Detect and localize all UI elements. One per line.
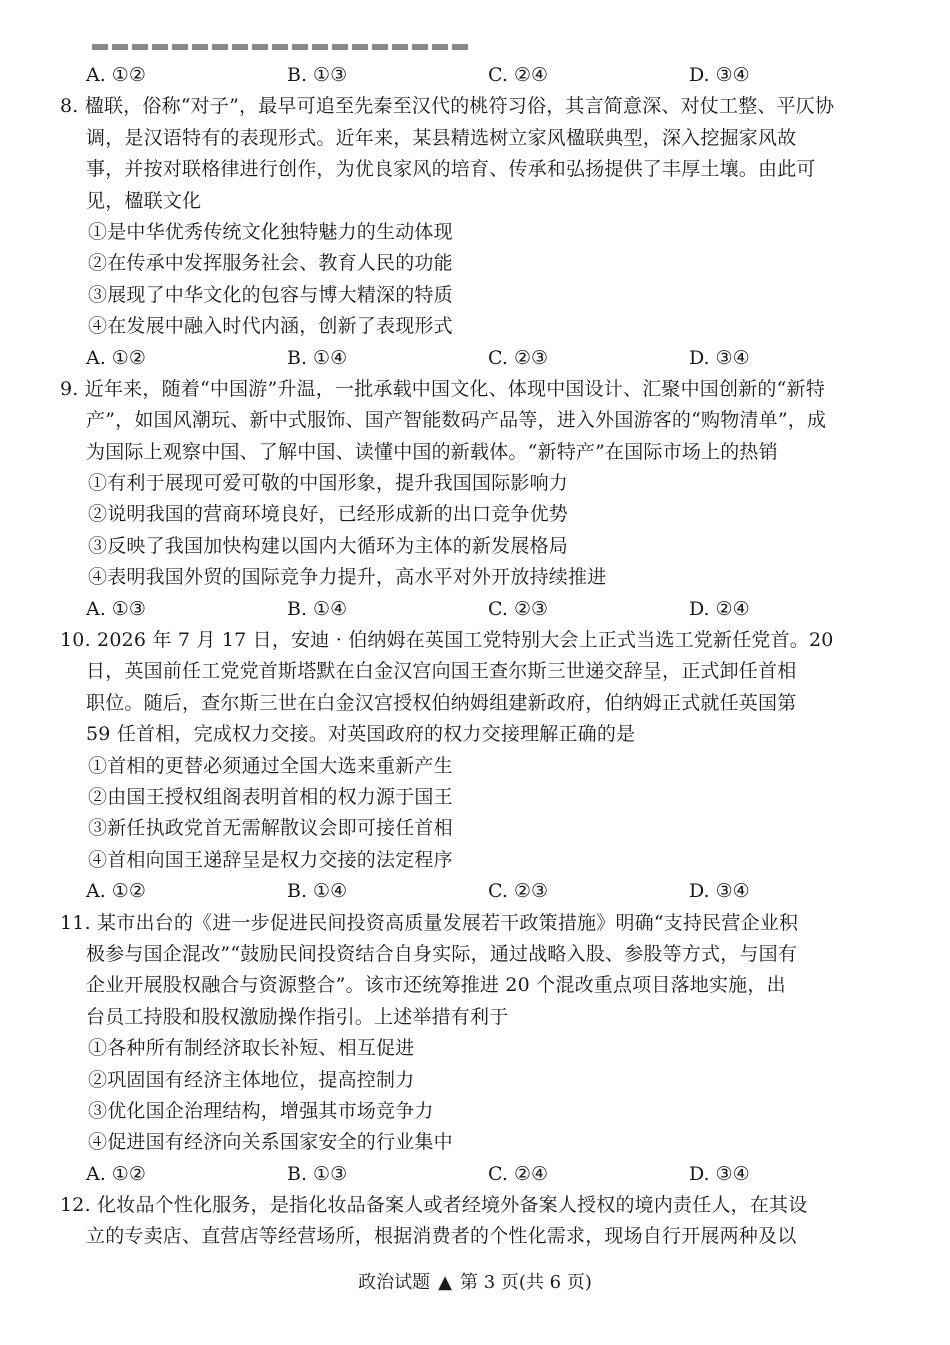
- q8-stem-line: 8. 楹联，俗称“对子”，最早可追至先秦至汉代的桃符习俗，其言简意深、对仗工整、平仄协: [60, 95, 835, 118]
- q11-option: ④促进国有经济向关系国家安全的行业集中: [88, 1131, 453, 1154]
- q10-stem-line: 职位。随后，查尔斯三世在白金汉宫授权伯纳姆组建新政府，伯纳姆正式就任英国第: [86, 691, 797, 714]
- page-footer: [0, 1268, 950, 1294]
- q10-choice-c: C. ②③: [488, 880, 549, 903]
- q8-choice-c: C. ②③: [488, 346, 549, 369]
- q7-choice-b: B. ①③: [287, 64, 348, 86]
- q9-choices: [86, 594, 890, 625]
- q9-stem-line: 产”，如国风潮玩、新中式服饰、国产智能数码产品等，进入外国游客的“购物清单”，成: [86, 409, 827, 432]
- footer-page-number: 第 3 页(共 6 页): [460, 1272, 592, 1293]
- q7-choice-d: D. ③④: [689, 64, 750, 86]
- question-10: [60, 625, 890, 908]
- footer-subject: 政治试题: [358, 1272, 431, 1293]
- question-8: [60, 91, 890, 374]
- q8-option: ③展现了中华文化的包容与博大精深的特质: [88, 283, 453, 306]
- q10-option: ①首相的更替必须通过全国大选来重新产生: [88, 754, 453, 777]
- q10-option: ②由国王授权组阁表明首相的权力源于国王: [88, 785, 453, 808]
- q10-stem-line: 日，英国前任工党党首斯塔默在白金汉宫向国王查尔斯三世递交辞呈，正式卸任首相: [86, 660, 797, 683]
- q11-stem-line: 台员工持股和股权激励操作指引。上述举措有利于: [86, 1005, 509, 1028]
- q9-option: ①有利于展现可爱可敬的中国形象，提升我国国际影响力: [88, 472, 569, 495]
- q11-option: ②巩固国有经济主体地位，提高控制力: [88, 1068, 415, 1091]
- q9-stem-line: 为国际上观察中国、了解中国、读懂中国的新载体。“新特产”在国际市场上的热销: [86, 440, 778, 463]
- q8-option: ②在传承中发挥服务社会、教育人民的功能: [88, 252, 453, 275]
- q10-choices: [86, 876, 890, 907]
- q11-choice-a: A. ①②: [86, 1162, 146, 1185]
- q7-choices: [86, 60, 890, 91]
- q7-choice-c: C. ②④: [488, 64, 549, 86]
- q9-choice-a: A. ①③: [86, 597, 146, 620]
- q10-choice-b: B. ①④: [287, 880, 348, 903]
- q8-stem-line: 事，并按对联格律进行创作，为优良家风的培育、传承和弘扬提供了丰厚土壤。由此可: [86, 158, 816, 181]
- q8-choice-d: D. ③④: [689, 346, 750, 369]
- q12-stem-line: 立的专卖店、直营店等经营场所，根据消费者的个性化需求，现场自行开展两种及以: [86, 1225, 797, 1248]
- q7-choice-a: A. ①②: [86, 64, 146, 86]
- question-12: [60, 1190, 890, 1253]
- q11-option: ①各种所有制经济取长补短、相互促进: [88, 1037, 415, 1060]
- q10-stem-line: 10. 2026 年 7 月 17 日，安迪 · 伯纳姆在英国工党特别大会上正式当选工党新任党首。20: [60, 629, 834, 652]
- q9-choice-b: B. ①④: [287, 597, 348, 620]
- q11-option: ③优化国企治理结构，增强其市场竞争力: [88, 1099, 434, 1122]
- q10-choice-d: D. ③④: [689, 880, 750, 903]
- q10-stem-line: 59 任首相，完成权力交接。对英国政府的权力交接理解正确的是: [86, 723, 636, 746]
- q9-option: ④表明我国外贸的国际竞争力提升，高水平对外开放持续推进: [88, 566, 607, 589]
- q10-option: ④首相向国王递辞呈是权力交接的法定程序: [88, 848, 453, 871]
- q11-choices: [86, 1159, 890, 1190]
- q8-choice-b: B. ①④: [287, 346, 348, 369]
- cut-off-text-line: [92, 40, 472, 52]
- q8-option: ④在发展中融入时代内涵，创新了表现形式: [88, 315, 453, 338]
- question-11: [60, 908, 890, 1191]
- triangle-icon: ▲: [438, 1272, 452, 1293]
- q11-choice-b: B. ①③: [287, 1162, 348, 1185]
- q8-stem-line: 调，是汉语特有的表现形式。近年来，某县精选树立家风楹联典型，深入挖掘家风故: [86, 126, 797, 149]
- q9-option: ②说明我国的营商环境良好，已经形成新的出口竞争优势: [88, 503, 569, 526]
- q11-stem-line: 11. 某市出台的《进一步促进民间投资高质量发展若干政策措施》明确“支持民营企业积: [60, 911, 799, 934]
- q11-choice-c: C. ②④: [488, 1162, 549, 1185]
- question-9: [60, 374, 890, 625]
- q8-choices: [86, 343, 890, 374]
- question-content: [60, 60, 890, 1253]
- q8-stem-line: 见，楹联文化: [86, 189, 202, 212]
- q9-choice-d: D. ②④: [689, 597, 750, 620]
- q11-stem-line: 企业开展股权融合与资源整合”。该市还统筹推进 20 个混改重点项目落地实施，出: [86, 974, 786, 997]
- q9-choice-c: C. ②③: [488, 597, 549, 620]
- q11-choice-d: D. ③④: [689, 1162, 750, 1185]
- q12-stem-line: 12. 化妆品个性化服务，是指化妆品备案人或者经境外备案人授权的境内责任人，在其设: [60, 1194, 808, 1217]
- q9-option: ③反映了我国加快构建以国内大循环为主体的新发展格局: [88, 534, 569, 557]
- q10-choice-a: A. ①②: [86, 880, 146, 903]
- q8-choice-a: A. ①②: [86, 346, 146, 369]
- q8-option: ①是中华优秀传统文化独特魅力的生动体现: [88, 220, 453, 243]
- q11-stem-line: 极参与国企混改”“鼓励民间投资结合自身实际，通过战略入股、参股等方式，与国有: [86, 942, 798, 965]
- q9-stem-line: 9. 近年来，随着“中国游”升温，一批承载中国文化、体现中国设计、汇聚中国创新的“新特: [60, 377, 825, 400]
- q10-option: ③新任执政党首无需解散议会即可接任首相: [88, 817, 453, 840]
